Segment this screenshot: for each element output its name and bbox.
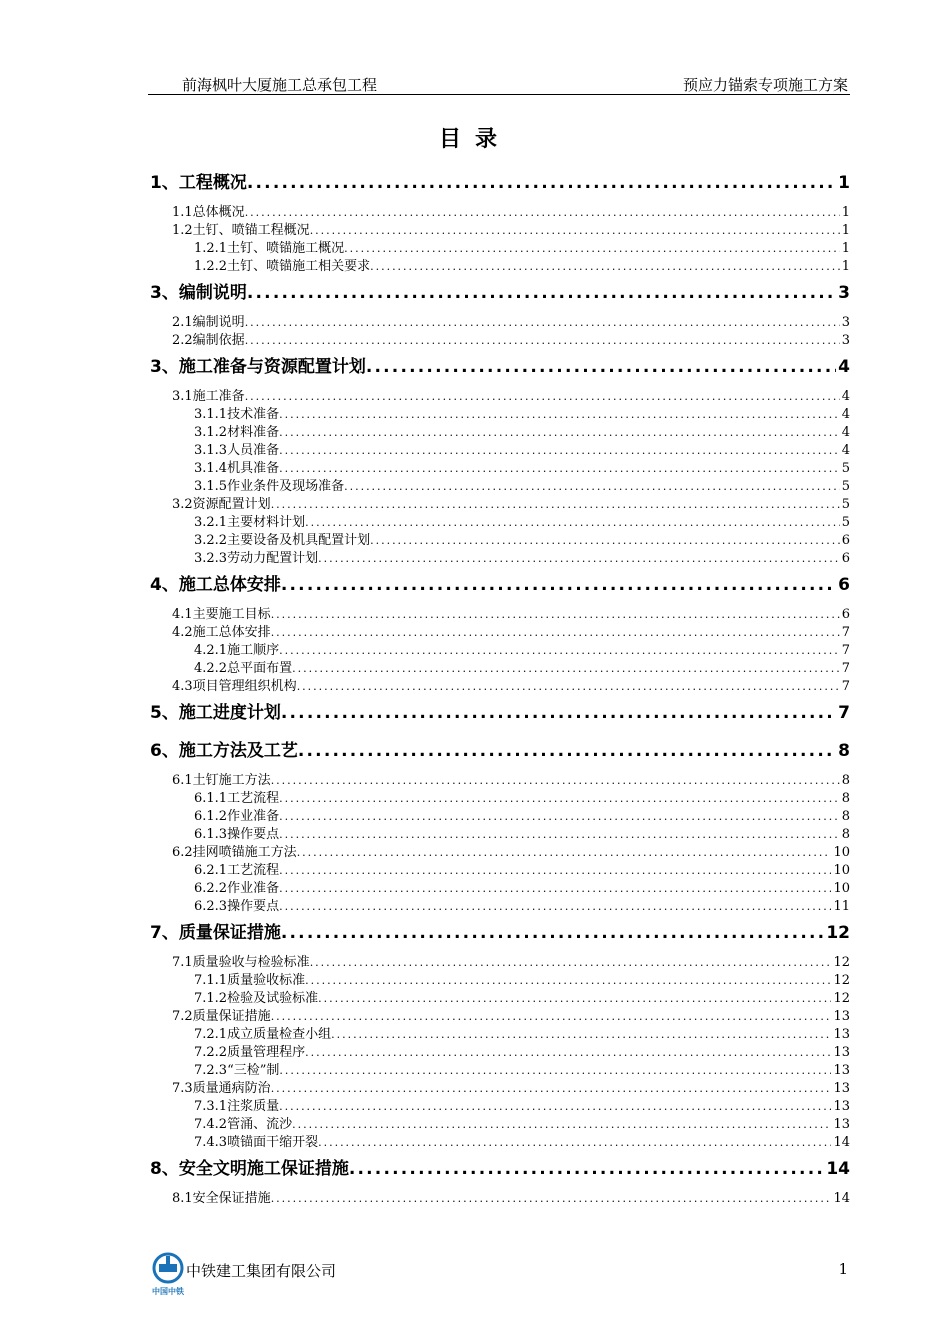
toc-entry-level3[interactable] — [150, 642, 850, 660]
toc-entry-level3[interactable] — [150, 972, 850, 990]
toc-entry-page: 5 — [841, 497, 850, 512]
toc-entry-level3[interactable] — [150, 1098, 850, 1116]
toc-dot-leader — [344, 240, 840, 258]
toc-entry-level1[interactable] — [150, 1154, 850, 1190]
toc-entry-label: 5、施工进度计划 — [150, 703, 281, 723]
toc-entry-level2[interactable] — [150, 678, 850, 696]
toc-dot-leader — [281, 698, 836, 728]
toc-dot-leader — [305, 972, 831, 990]
toc-entry-label: 7.2.2质量管理程序 — [194, 1045, 306, 1060]
toc-entry-page: 7 — [838, 703, 850, 723]
toc-entry-page: 4 — [841, 389, 850, 404]
toc-entry-page: 6 — [841, 533, 850, 548]
toc-entry-page: 8 — [841, 791, 850, 806]
toc-dot-leader — [318, 550, 840, 568]
toc-entry-level2[interactable] — [150, 1190, 850, 1208]
toc-dot-leader — [305, 514, 840, 532]
toc-entry-level1[interactable] — [150, 918, 850, 954]
toc-dot-leader — [279, 880, 831, 898]
toc-dot-leader — [279, 460, 840, 478]
toc-entry-label: 4.2.2总平面布置 — [194, 661, 293, 676]
toc-entry-page: 5 — [841, 479, 850, 494]
toc-entry-label: 3.2.2主要设备及机具配置计划 — [194, 533, 371, 548]
toc-entry-label: 1.2土钉、喷锚工程概况 — [172, 223, 310, 238]
toc-entry-label: 7.1.2检验及试验标准 — [194, 991, 319, 1006]
toc-dot-leader — [318, 990, 831, 1008]
toc-entry-page: 12 — [826, 923, 850, 943]
toc-entry-label: 6.2.1工艺流程 — [194, 863, 280, 878]
toc-entry-label: 8.1安全保证措施 — [172, 1191, 271, 1206]
toc-entry-level3[interactable] — [150, 1116, 850, 1134]
toc-entry-label: 3.1.1技术准备 — [194, 407, 280, 422]
toc-dot-leader — [245, 332, 840, 350]
toc-entry-level2[interactable] — [150, 496, 850, 514]
toc-dot-leader — [245, 388, 840, 406]
toc-entry-level1[interactable] — [150, 278, 850, 314]
toc-entry-page: 13 — [833, 1117, 850, 1132]
toc-dot-leader — [366, 352, 836, 382]
toc-entry-page: 12 — [833, 955, 850, 970]
header-document-name: 预应力锚索专项施工方案 — [682, 76, 848, 94]
toc-entry-label: 3.1.5作业条件及现场准备 — [194, 479, 345, 494]
toc-dot-leader — [344, 478, 840, 496]
toc-entry-label: 6.1.3操作要点 — [194, 827, 280, 842]
table-of-contents — [150, 166, 850, 1208]
toc-entry-label: 2.1编制说明 — [172, 315, 245, 330]
page-number: 1 — [838, 1260, 848, 1278]
toc-entry-level3[interactable] — [150, 790, 850, 808]
toc-dot-leader — [279, 1062, 831, 1080]
toc-entry-label: 3.1.4机具准备 — [194, 461, 280, 476]
toc-entry-page: 8 — [841, 773, 850, 788]
toc-dot-leader — [271, 1080, 832, 1098]
toc-entry-label: 4.1主要施工目标 — [172, 607, 271, 622]
toc-entry-page: 4 — [838, 357, 850, 377]
toc-dot-leader — [297, 678, 840, 696]
toc-title: 目录 — [438, 127, 511, 152]
toc-entry-page: 13 — [833, 1027, 850, 1042]
toc-dot-leader — [318, 1134, 831, 1152]
toc-dot-leader — [281, 918, 824, 948]
toc-dot-leader — [279, 406, 840, 424]
toc-entry-level3[interactable] — [150, 990, 850, 1008]
toc-dot-leader — [271, 772, 840, 790]
toc-entry-label: 1.2.2土钉、喷锚施工相关要求 — [194, 259, 371, 274]
toc-entry-level2[interactable] — [150, 954, 850, 972]
toc-dot-leader — [247, 278, 836, 308]
toc-entry-level1[interactable] — [150, 168, 850, 204]
toc-entry-page: 14 — [833, 1191, 850, 1206]
toc-dot-leader — [247, 168, 836, 198]
toc-entry-label: 2.2编制依据 — [172, 333, 245, 348]
toc-entry-level3[interactable] — [150, 826, 850, 844]
toc-entry-label: 7.2质量保证措施 — [172, 1009, 271, 1024]
toc-dot-leader — [271, 624, 840, 642]
toc-entry-label: 3.1.2材料准备 — [194, 425, 280, 440]
toc-entry-page: 3 — [841, 315, 850, 330]
toc-entry-label: 7.2.3“三检”制 — [194, 1063, 280, 1078]
toc-entry-level2[interactable] — [150, 314, 850, 332]
toc-entry-level3[interactable] — [150, 1026, 850, 1044]
toc-entry-page: 7 — [841, 679, 850, 694]
toc-dot-leader — [271, 606, 840, 624]
toc-entry-label: 3.2.3劳动力配置计划 — [194, 551, 319, 566]
page-header — [148, 72, 850, 95]
toc-dot-leader — [271, 496, 840, 514]
toc-entry-level3[interactable] — [150, 532, 850, 550]
toc-entry-page: 4 — [841, 425, 850, 440]
toc-entry-level3[interactable] — [150, 862, 850, 880]
toc-dot-leader — [245, 204, 840, 222]
toc-entry-page: 12 — [833, 991, 850, 1006]
toc-entry-level3[interactable] — [150, 442, 850, 460]
toc-dot-leader — [271, 1008, 832, 1026]
toc-entry-label: 3.2资源配置计划 — [172, 497, 271, 512]
header-project-name: 前海枫叶大厦施工总承包工程 — [182, 76, 378, 94]
toc-dot-leader — [279, 442, 840, 460]
toc-entry-level2[interactable] — [150, 624, 850, 642]
toc-entry-label: 3.1施工准备 — [172, 389, 245, 404]
toc-entry-label: 7.2.1成立质量检查小组 — [194, 1027, 332, 1042]
toc-entry-label: 3.2.1主要材料计划 — [194, 515, 306, 530]
toc-entry-page: 7 — [841, 625, 850, 640]
toc-entry-level3[interactable] — [150, 808, 850, 826]
toc-entry-level2[interactable] — [150, 1080, 850, 1098]
toc-entry-label: 7、质量保证措施 — [150, 923, 281, 943]
toc-entry-label: 6.1.2作业准备 — [194, 809, 280, 824]
toc-entry-page: 12 — [833, 973, 850, 988]
toc-entry-level2[interactable] — [150, 332, 850, 350]
toc-entry-label: 6.2.2作业准备 — [194, 881, 280, 896]
toc-entry-page: 11 — [833, 899, 850, 914]
toc-entry-level2[interactable] — [150, 222, 850, 240]
toc-entry-label: 4.2施工总体安排 — [172, 625, 271, 640]
toc-entry-page: 13 — [833, 1009, 850, 1024]
toc-dot-leader — [279, 862, 831, 880]
toc-entry-page: 13 — [833, 1063, 850, 1078]
toc-entry-page: 3 — [838, 283, 850, 303]
toc-dot-leader — [292, 660, 840, 678]
toc-entry-page: 8 — [841, 827, 850, 842]
company-name: 中铁建工集团有限公司 — [186, 1262, 337, 1280]
toc-entry-level3[interactable] — [150, 1062, 850, 1080]
toc-entry-page: 14 — [833, 1135, 850, 1150]
toc-entry-level3[interactable] — [150, 514, 850, 532]
toc-entry-level1[interactable] — [150, 698, 850, 734]
toc-dot-leader — [279, 642, 840, 660]
toc-dot-leader — [298, 736, 836, 766]
toc-entry-label: 7.3质量通病防治 — [172, 1081, 271, 1096]
toc-entry-page: 5 — [841, 461, 850, 476]
toc-entry-page: 6 — [838, 575, 850, 595]
toc-entry-label: 7.4.3喷锚面干缩开裂 — [194, 1135, 319, 1150]
toc-entry-page: 6 — [841, 607, 850, 622]
toc-dot-leader — [245, 314, 840, 332]
toc-entry-label: 6.1土钉施工方法 — [172, 773, 271, 788]
toc-entry-label: 6.2.3操作要点 — [194, 899, 280, 914]
toc-entry-label: 6、施工方法及工艺 — [150, 741, 298, 761]
toc-entry-level3[interactable] — [150, 460, 850, 478]
toc-entry-level3[interactable] — [150, 1044, 850, 1062]
toc-entry-page: 1 — [841, 259, 850, 274]
toc-entry-label: 1.1总体概况 — [172, 205, 245, 220]
toc-dot-leader — [279, 790, 840, 808]
toc-entry-level3[interactable] — [150, 898, 850, 916]
toc-entry-label: 4.3项目管理组织机构 — [172, 679, 297, 694]
toc-entry-label: 3、编制说明 — [150, 283, 247, 303]
toc-entry-page: 10 — [833, 881, 850, 896]
toc-entry-page: 14 — [826, 1159, 850, 1179]
toc-entry-page: 5 — [841, 515, 850, 530]
toc-entry-level2[interactable] — [150, 772, 850, 790]
toc-entry-level1[interactable] — [150, 570, 850, 606]
toc-entry-page: 1 — [841, 241, 850, 256]
toc-entry-level2[interactable] — [150, 606, 850, 624]
toc-entry-level3[interactable] — [150, 406, 850, 424]
toc-entry-level1[interactable] — [150, 736, 850, 772]
toc-entry-page: 13 — [833, 1099, 850, 1114]
toc-entry-level3[interactable] — [150, 660, 850, 678]
toc-entry-level2[interactable] — [150, 388, 850, 406]
toc-entry-page: 6 — [841, 551, 850, 566]
company-logo-icon — [150, 1252, 186, 1296]
toc-entry-label: 3、施工准备与资源配置计划 — [150, 357, 366, 377]
toc-entry-level3[interactable] — [150, 258, 850, 276]
toc-entry-page: 10 — [833, 845, 850, 860]
toc-entry-level2[interactable] — [150, 844, 850, 862]
toc-entry-level2[interactable] — [150, 1008, 850, 1026]
page-footer — [150, 1250, 850, 1296]
toc-entry-label: 6.2挂网喷锚施工方法 — [172, 845, 297, 860]
toc-entry-level2[interactable] — [150, 204, 850, 222]
toc-entry-label: 8、安全文明施工保证措施 — [150, 1159, 349, 1179]
toc-entry-label: 1、工程概况 — [150, 173, 247, 193]
toc-entry-label: 6.1.1工艺流程 — [194, 791, 280, 806]
logo-text: 中国中铁 — [152, 1287, 184, 1296]
toc-dot-leader — [310, 954, 832, 972]
toc-dot-leader — [331, 1026, 831, 1044]
toc-entry-level3[interactable] — [150, 240, 850, 258]
toc-entry-label: 7.3.1注浆质量 — [194, 1099, 280, 1114]
toc-dot-leader — [310, 222, 840, 240]
toc-entry-page: 1 — [841, 205, 850, 220]
toc-entry-page: 8 — [841, 809, 850, 824]
toc-dot-leader — [279, 898, 831, 916]
toc-dot-leader — [271, 1190, 832, 1208]
toc-dot-leader — [279, 808, 840, 826]
toc-dot-leader — [305, 1044, 831, 1062]
toc-dot-leader — [292, 1116, 831, 1134]
toc-entry-label: 3.1.3人员准备 — [194, 443, 280, 458]
toc-dot-leader — [279, 1098, 831, 1116]
toc-entry-label: 7.1质量验收与检验标准 — [172, 955, 310, 970]
toc-entry-label: 1.2.1土钉、喷锚施工概况 — [194, 241, 345, 256]
toc-entry-page: 10 — [833, 863, 850, 878]
toc-entry-level3[interactable] — [150, 478, 850, 496]
toc-entry-level3[interactable] — [150, 1134, 850, 1152]
toc-entry-label: 4.2.1施工顺序 — [194, 643, 280, 658]
toc-entry-level1[interactable] — [150, 352, 850, 388]
toc-entry-label: 7.1.1质量验收标准 — [194, 973, 306, 988]
toc-entry-page: 1 — [841, 223, 850, 238]
toc-dot-leader — [279, 826, 840, 844]
toc-entry-page: 13 — [833, 1045, 850, 1060]
toc-entry-page: 4 — [841, 407, 850, 422]
toc-entry-page: 1 — [838, 173, 850, 193]
toc-entry-page: 7 — [841, 643, 850, 658]
toc-entry-label: 4、施工总体安排 — [150, 575, 281, 595]
toc-entry-page: 8 — [838, 741, 850, 761]
toc-entry-label: 7.4.2管涌、流沙 — [194, 1117, 293, 1132]
toc-dot-leader — [297, 844, 832, 862]
toc-entry-level3[interactable] — [150, 550, 850, 568]
toc-entry-page: 7 — [841, 661, 850, 676]
toc-entry-level3[interactable] — [150, 880, 850, 898]
toc-dot-leader — [349, 1154, 825, 1184]
toc-dot-leader — [370, 258, 840, 276]
toc-dot-leader — [370, 532, 840, 550]
toc-dot-leader — [279, 424, 840, 442]
toc-entry-page: 3 — [841, 333, 850, 348]
toc-dot-leader — [281, 570, 836, 600]
toc-entry-level3[interactable] — [150, 424, 850, 442]
toc-entry-page: 13 — [833, 1081, 850, 1096]
toc-entry-page: 4 — [841, 443, 850, 458]
